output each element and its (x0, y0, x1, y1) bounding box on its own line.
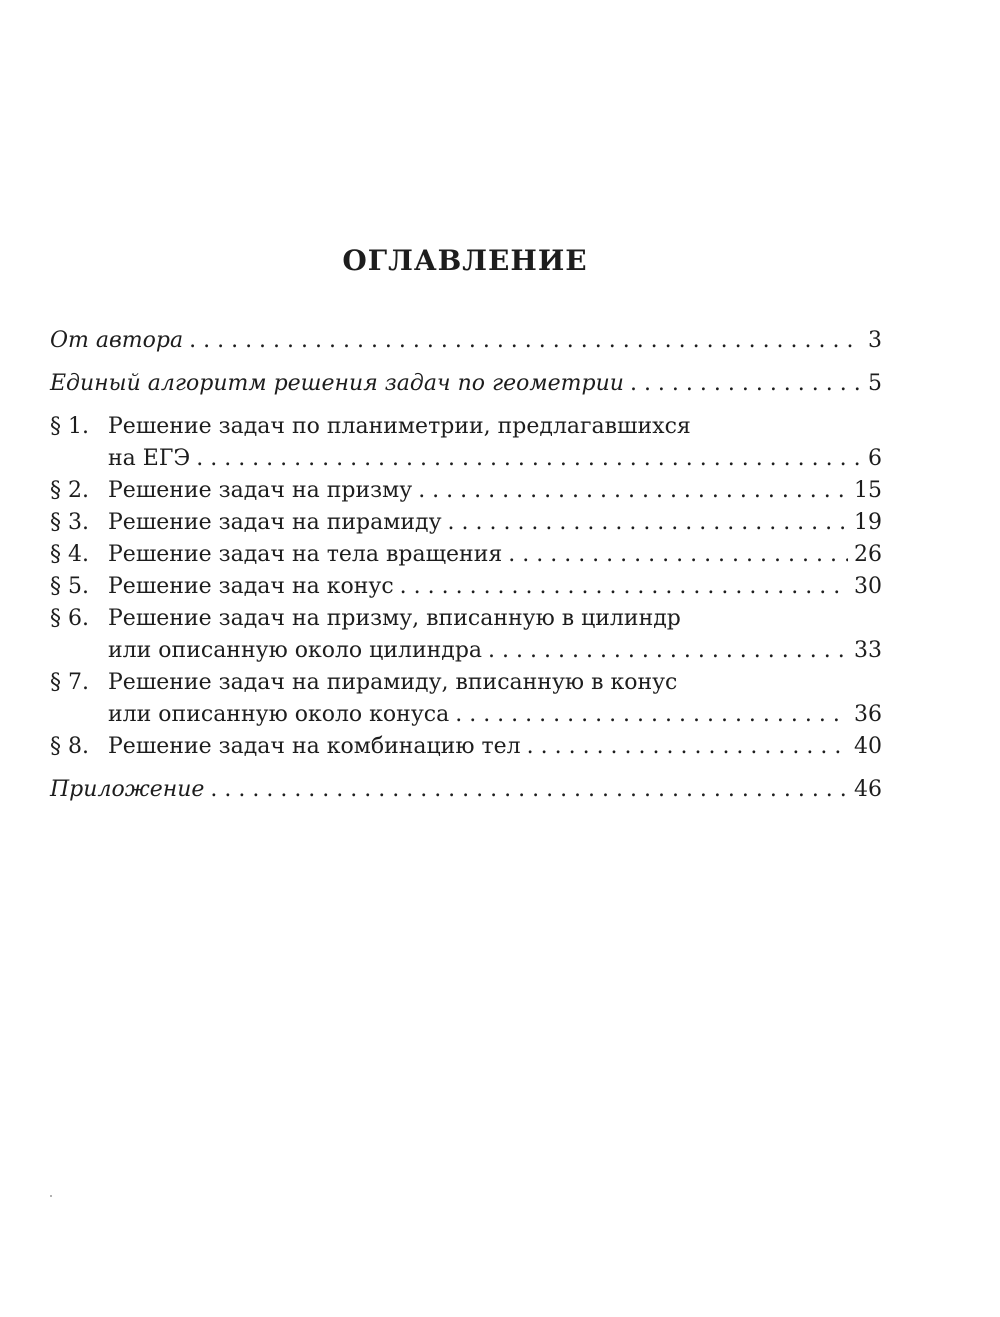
toc-page-number: 40 (854, 734, 882, 759)
dot-leader (400, 571, 848, 603)
dot-leader (508, 539, 848, 571)
dot-leader (189, 325, 862, 357)
toc-entry-title: Решение задач на призму, вписанную в цилиндр (108, 606, 681, 631)
section-number: § 7. (50, 670, 89, 695)
scan-speck (50, 1195, 52, 1197)
toc-entry-section-7[interactable] (50, 667, 882, 731)
toc-entry-title: Решение задач по планиметрии, предлагавшихся (108, 414, 691, 439)
toc-entry-section-2[interactable] (50, 475, 882, 507)
toc-entry-title: Приложение (50, 777, 205, 802)
section-number: § 4. (50, 542, 89, 567)
toc-entry-title: Решение задач на призму (108, 478, 413, 503)
section-number: § 1. (50, 414, 89, 439)
toc-page-number: 6 (868, 446, 882, 471)
dot-leader (210, 774, 848, 806)
toc-entry-section-3[interactable] (50, 507, 882, 539)
dot-leader (196, 443, 862, 475)
toc-entry-algorithm[interactable] (50, 368, 882, 400)
toc-entry-title: Решение задач на пирамиду, вписанную в конус (108, 670, 678, 695)
toc-entry-title: Решение задач на комбинацию тел (108, 734, 521, 759)
toc-entry-section-4[interactable] (50, 539, 882, 571)
section-number: § 2. (50, 478, 89, 503)
dot-leader (630, 368, 862, 400)
toc-page-number: 46 (854, 777, 882, 802)
page-title: ОГЛАВЛЕНИЕ (342, 244, 588, 277)
toc-entry-title-continuation: или описанную около конуса (108, 702, 450, 727)
toc-entry-title: От автора (50, 328, 184, 353)
toc-entry-title: Решение задач на пирамиду (108, 510, 442, 535)
toc-entry-appendix[interactable] (50, 774, 882, 806)
dot-leader (527, 731, 848, 763)
toc-entry-title: Решение задач на конус (108, 574, 394, 599)
toc-page-number: 15 (854, 478, 882, 503)
dot-leader (455, 699, 848, 731)
toc-page-number: 36 (854, 702, 882, 727)
toc-entry-title-continuation: или описанную около цилиндра (108, 638, 483, 663)
toc-page-number: 33 (854, 638, 882, 663)
toc-entry-title: Решение задач на тела вращения (108, 542, 503, 567)
toc-entry-author-note[interactable] (50, 325, 882, 357)
section-number: § 3. (50, 510, 89, 535)
toc-entry-section-1[interactable] (50, 411, 882, 475)
section-number: § 5. (50, 574, 89, 599)
dot-leader (418, 475, 848, 507)
toc-page-number: 30 (854, 574, 882, 599)
toc-page-number: 19 (854, 510, 882, 535)
toc-page-number: 5 (868, 371, 882, 396)
section-number: § 8. (50, 734, 89, 759)
toc-entry-title-continuation: на ЕГЭ (108, 446, 191, 471)
toc-entry-section-8[interactable] (50, 731, 882, 763)
dot-leader (488, 635, 848, 667)
section-number: § 6. (50, 606, 89, 631)
toc-page-number: 3 (868, 328, 882, 353)
toc-entry-title: Единый алгоритм решения задач по геометрии (50, 371, 624, 396)
toc-entry-section-5[interactable] (50, 571, 882, 603)
toc-entry-section-6[interactable] (50, 603, 882, 667)
toc-page-number: 26 (854, 542, 882, 567)
dot-leader (448, 507, 848, 539)
table-of-contents (50, 325, 882, 806)
